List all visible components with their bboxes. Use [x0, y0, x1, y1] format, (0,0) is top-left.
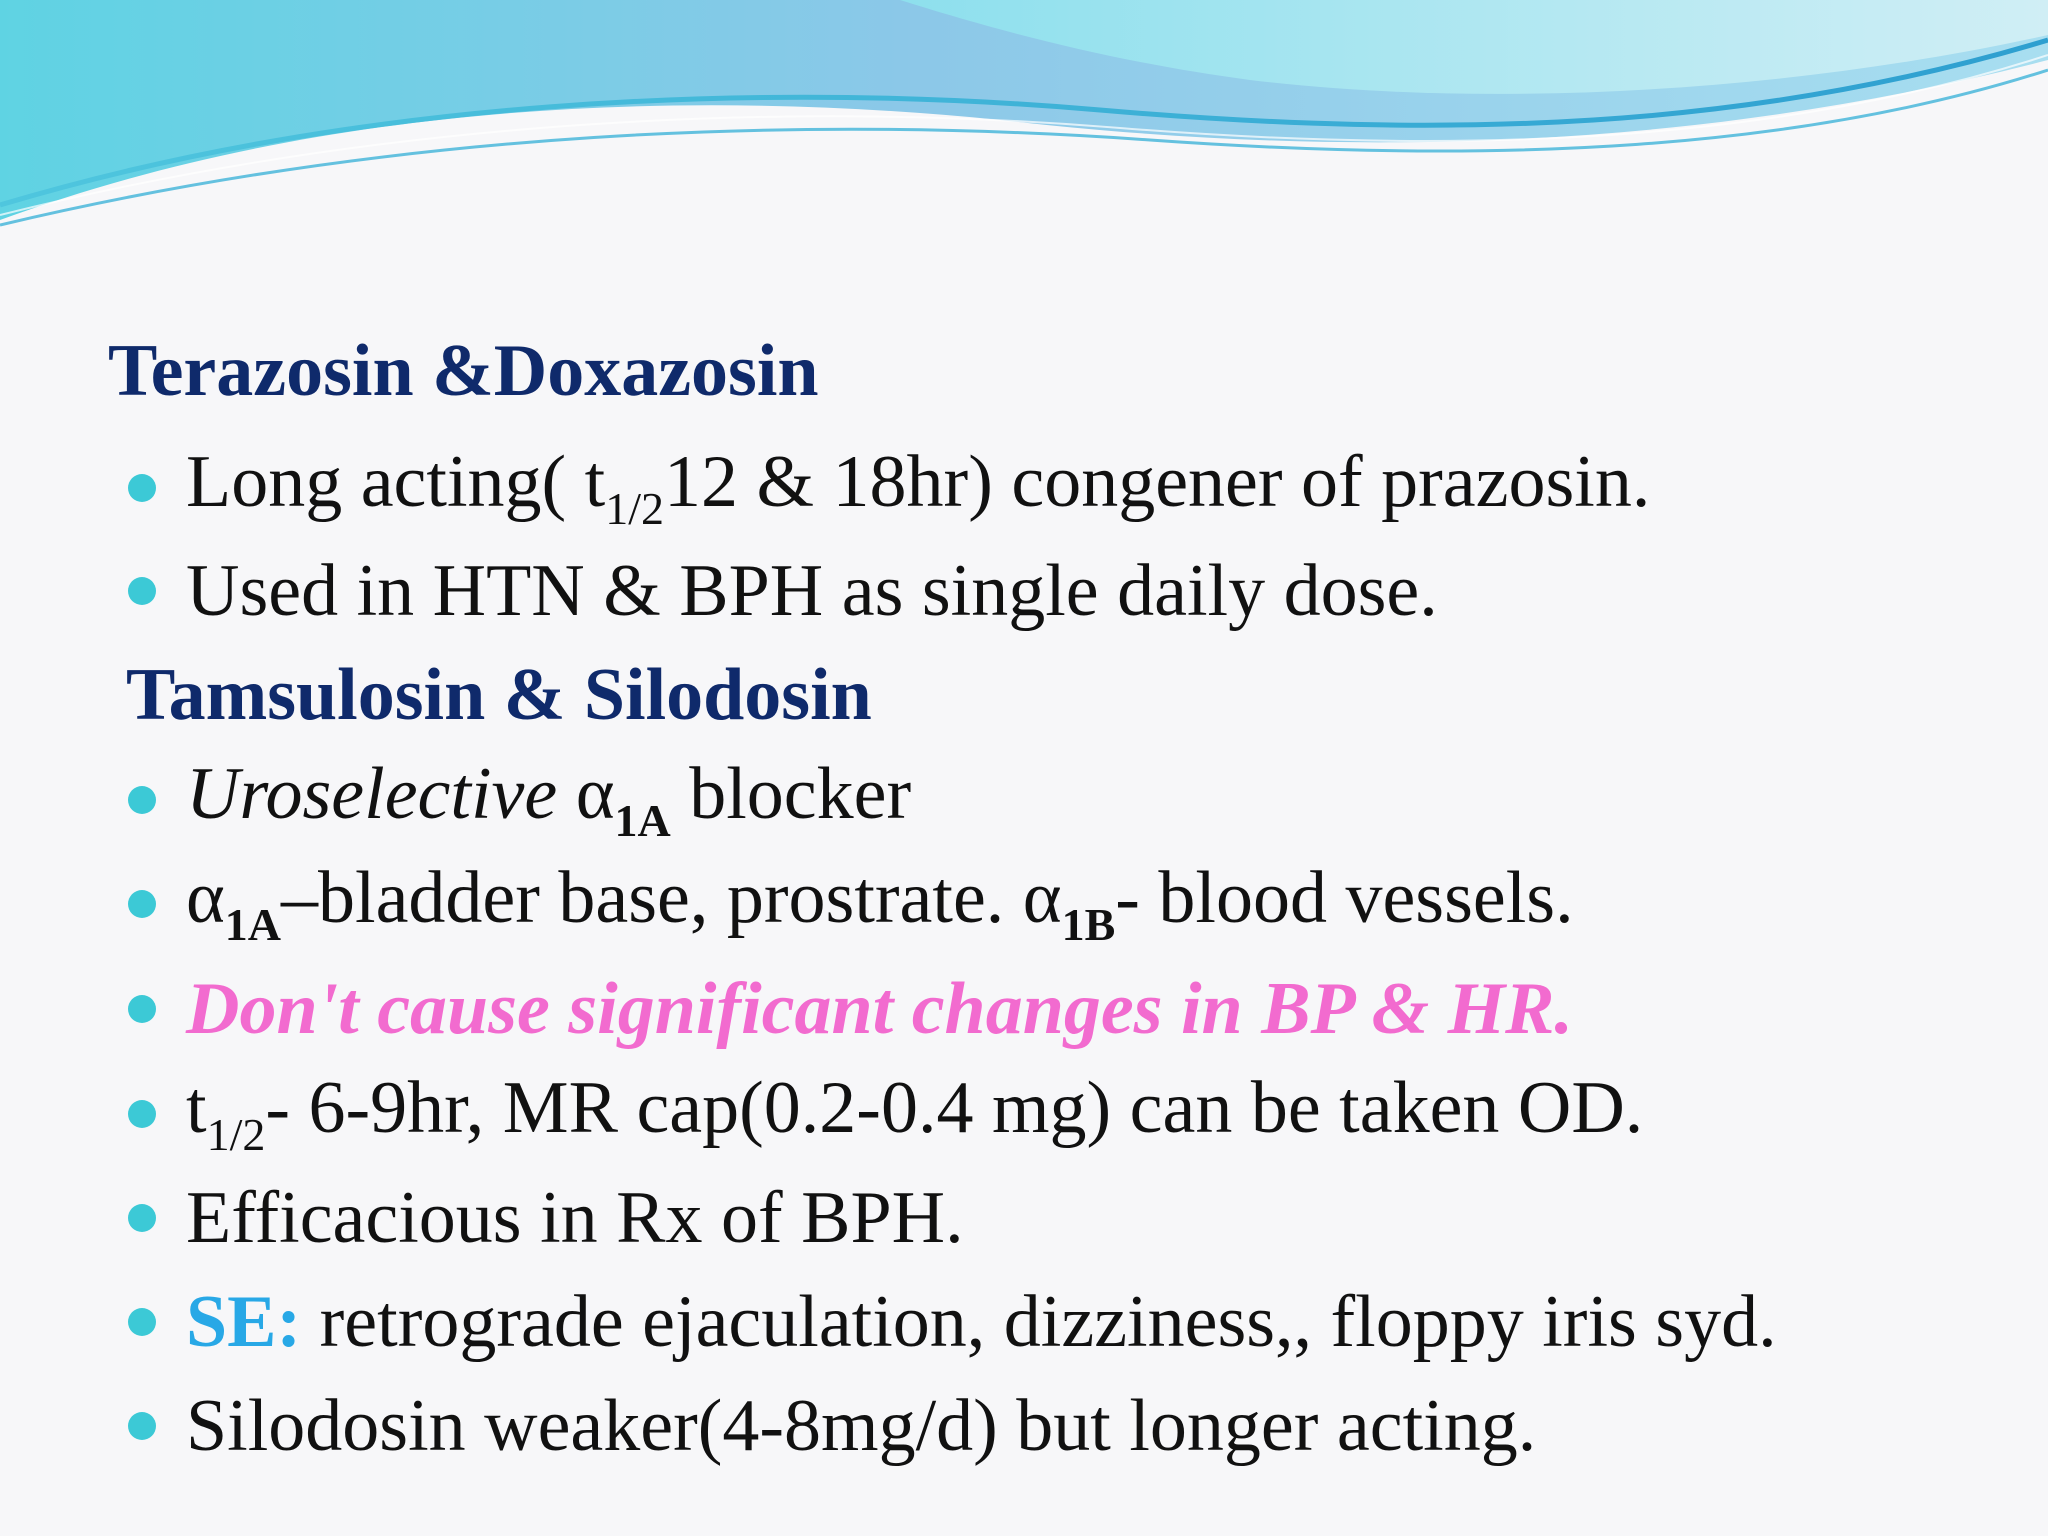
list-item — [128, 961, 1573, 1057]
heading-terazosin-doxazosin: Terazosin &Doxazosin — [108, 330, 819, 412]
bullet-dot-icon — [128, 995, 156, 1023]
list-item — [128, 1066, 1643, 1162]
list-item — [128, 440, 1650, 536]
bullet-text: Efficacious in Rx of BPH. — [186, 1177, 964, 1259]
bullet-dot-icon — [128, 1308, 156, 1336]
bullet-dot-icon — [128, 1412, 156, 1440]
list-item — [128, 752, 911, 848]
bullet-dot-icon — [128, 577, 156, 605]
bullet-dot-icon — [128, 474, 156, 502]
se-label: SE: — [186, 1281, 302, 1363]
bullet-text: Silodosin weaker(4-8mg/d) but longer acting. — [186, 1385, 1537, 1467]
bullet-text: SE: retrograde ejaculation, dizziness,, floppy iris syd. — [186, 1281, 1777, 1363]
top-wave-decoration — [0, 0, 2048, 260]
bullet-text: $\alpha_{1A}$–bladder base, prostrate. $\alpha_{1B}-$ blood vessels. — [186, 856, 1574, 950]
bullet-dot-icon — [128, 1100, 156, 1128]
list-item — [128, 856, 1574, 952]
bullet-text-highlight: Don't cause significant changes in BP & HR. — [186, 968, 1573, 1050]
bullet-dot-icon — [128, 890, 156, 918]
list-item — [128, 1378, 1536, 1474]
list-item — [128, 1274, 1777, 1370]
bullet-dot-icon — [128, 786, 156, 814]
heading-tamsulosin-silodosin: Tamsulosin & Silodosin — [126, 654, 872, 736]
bullet-text: $t_{1/2}-$ 6-9hr, MR cap(0.2-0.4 mg) can be taken OD. — [186, 1066, 1644, 1160]
list-item — [128, 543, 1438, 639]
bullet-text: Used in HTN & BPH as single daily dose. — [186, 550, 1438, 632]
bullet-dot-icon — [128, 1204, 156, 1232]
list-item — [128, 1170, 964, 1266]
bullet-text: Uroselective $\alpha_{1A}$ blocker — [186, 752, 912, 846]
bullet-text: Long acting( $t_{1/2}12$ & 18hr) congener of prazosin. — [186, 440, 1651, 534]
